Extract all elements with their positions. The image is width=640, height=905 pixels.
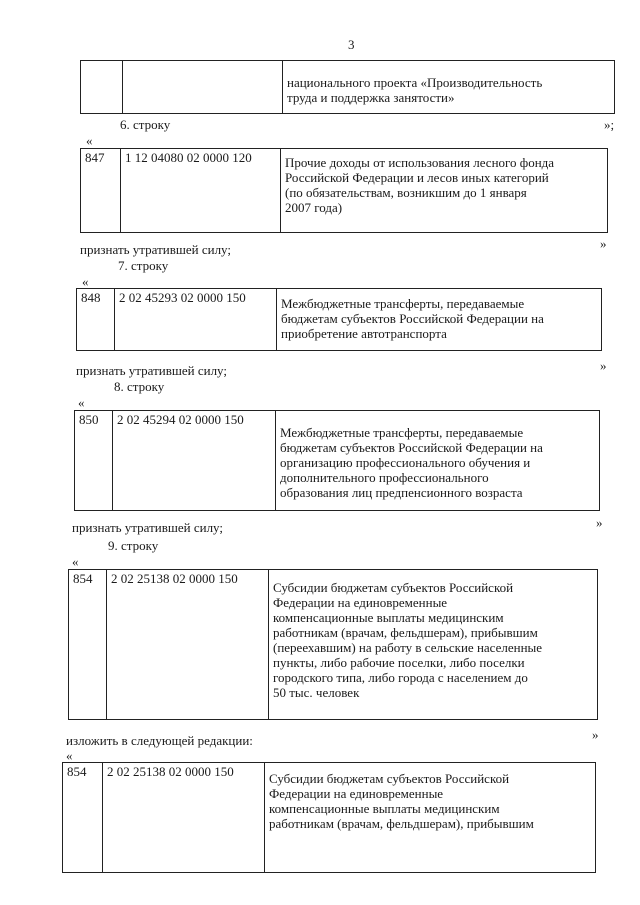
- cell-text: Межбюджетные трансферты, передаваемые бюджетам субъектов Российской Федерации на приобретение автотранспорта: [277, 289, 602, 351]
- cell-code: 2 02 25138 02 0000 150: [107, 570, 269, 720]
- cell-code: [123, 61, 283, 114]
- section-heading: 9. строку: [108, 538, 159, 553]
- cell-code: 2 02 45294 02 0000 150: [113, 411, 276, 511]
- cell-code: 1 12 04080 02 0000 120: [121, 149, 281, 233]
- table-row: [80, 148, 608, 233]
- cell-code: 2 02 45293 02 0000 150: [115, 289, 277, 351]
- section-heading: 8. строку: [114, 379, 165, 394]
- page-number: 3: [348, 37, 355, 52]
- cell-text: Прочие доходы от использования лесного фонда Российской Федерации и лесов иных категорий (по обязательствам, возникшим до 1 января 2007 года): [281, 149, 608, 233]
- cell-num: 850: [75, 411, 113, 511]
- table-row: [74, 410, 600, 511]
- cell-text: Субсидии бюджетам субъектов Российской Федерации на единовременные компенсационные выплаты медицинским работникам (врачам, фельдшерам), прибывшим (переехавшим) на работу в сельские населенные пункты, либо рабочие поселки, либо поселки городского типа, либо города с населением до 50 тыс. человек: [269, 570, 598, 720]
- table-row: [76, 288, 602, 351]
- open-quote: «: [78, 395, 85, 410]
- open-quote: «: [82, 274, 89, 289]
- section-after: изложить в следующей редакции:: [66, 733, 253, 748]
- cell-num: [81, 61, 123, 114]
- cell-num: 854: [63, 763, 103, 873]
- cell-num: 848: [77, 289, 115, 351]
- cell-num: 847: [81, 149, 121, 233]
- section-after: признать утратившей силу;: [72, 520, 223, 535]
- table-row: [68, 569, 598, 720]
- close-quote: »: [600, 358, 607, 373]
- close-mark: »;: [604, 117, 615, 132]
- close-quote: »: [600, 236, 607, 251]
- close-quote: »: [592, 727, 599, 742]
- table-row: [62, 762, 596, 873]
- section-heading: 6. строку: [120, 117, 171, 132]
- open-quote: «: [72, 554, 79, 569]
- cell-code: 2 02 25138 02 0000 150: [103, 763, 265, 873]
- section-heading: 7. строку: [118, 258, 169, 273]
- cell-num: 854: [69, 570, 107, 720]
- section-after: признать утратившей силу;: [80, 242, 231, 257]
- cell-text: национального проекта «Производительность труда и поддержка занятости»: [283, 61, 615, 114]
- cell-text: Межбюджетные трансферты, передаваемые бюджетам субъектов Российской Федерации на организацию профессионального обучения и дополнительного профессионального образования лиц предпенсионного возраста: [276, 411, 600, 511]
- cell-text: Субсидии бюджетам субъектов Российской Федерации на единовременные компенсационные выплаты медицинским работникам (врачам, фельдшерам), прибывшим: [265, 763, 596, 873]
- close-quote: »: [596, 515, 603, 530]
- section-after: признать утратившей силу;: [76, 363, 227, 378]
- open-quote: «: [86, 133, 93, 148]
- table-row: [80, 60, 615, 114]
- open-quote: «: [66, 748, 73, 763]
